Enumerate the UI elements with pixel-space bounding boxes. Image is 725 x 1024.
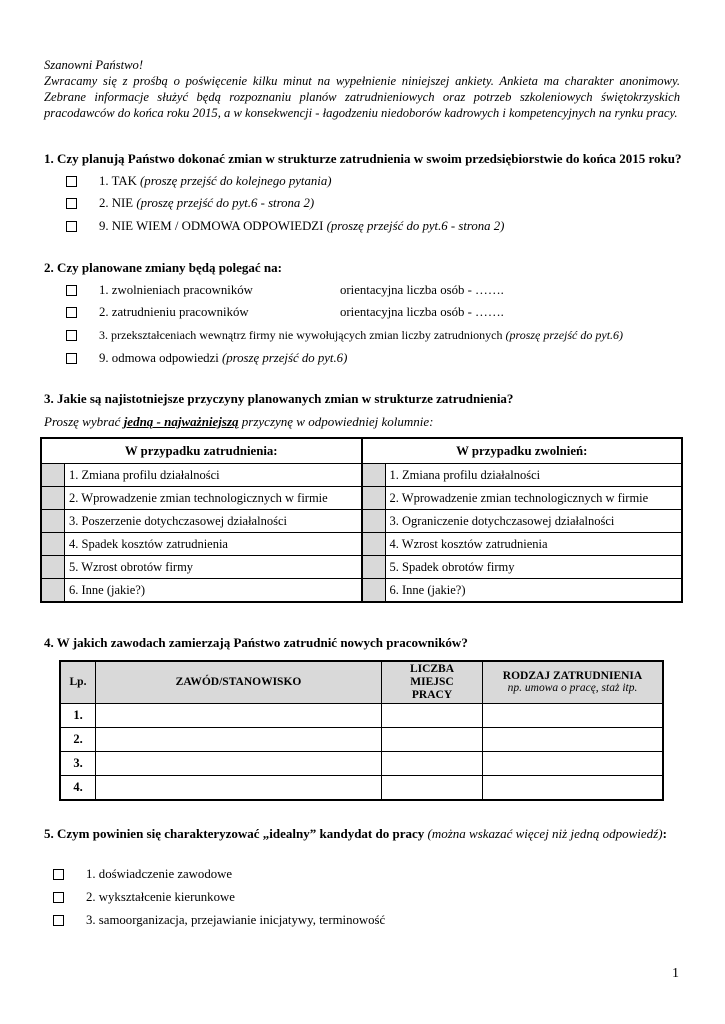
checkbox[interactable] [53,869,64,880]
type-cell[interactable] [483,775,664,800]
hire-checkbox-cell[interactable] [41,510,65,533]
table-row [41,579,682,603]
q1-option-2[interactable] [66,196,314,211]
option-label: 1. zwolnieniach pracowników [99,283,253,297]
hire-checkbox-cell[interactable] [41,556,65,579]
question-3: 3. Jakie są najistotniejsze przyczyny planowanych zmian w strukturze zatrudnienia? [44,391,514,406]
hire-checkbox-cell[interactable] [41,533,65,556]
hire-checkbox-cell[interactable] [41,464,65,487]
checkbox[interactable] [66,285,77,296]
option-note: (proszę przejść do pyt.6) [505,328,624,342]
intro-text: Zwracamy się z prośbą o poświęcenie kilku minut na wypełnienie niniejszej ankiety. Ankieta ma charakter anonimowy. Zebrane informacje służyć będą rozpoznaniu planów zatrudnieniowych oraz potrzeb szkoleniowych świętokrzyskich pracodawców do końca roku 2015, a w konsekwencji - łagodzeniu niedoborów kadrowych i kompetencyjnych na rynku pracy. [44,74,680,120]
type-cell[interactable] [483,727,664,751]
places-cell[interactable] [382,703,483,727]
option-label: 9. NIE WIEM / ODMOWA ODPOWIEDZI [99,219,327,233]
option-label: 2. NIE [99,196,137,210]
option-label: 2. zatrudnieniu pracowników [99,305,249,319]
header-line: PRACY [411,688,453,701]
q2-option-3[interactable] [66,328,623,343]
q2-count-2: orientacyjna liczba osób - ……. [340,305,504,319]
option-note: (proszę przejść do pyt.6 - strona 2) [326,219,505,233]
question-note: (można wskazać więcej niż jedną odpowiedź) [427,826,663,841]
q2-option-9[interactable] [66,351,347,366]
question-text: 5. Czym powinien się charakteryzować „idealny” kandydat do pracy [44,826,428,841]
table-row [60,775,663,800]
checkbox[interactable] [66,353,77,364]
instruction-emphasis: jedną - najważniejszą [123,414,239,429]
row-number: 4. [60,775,96,800]
q2-option-1[interactable] [66,283,253,298]
q3-instruction [44,414,434,430]
hire-reason: 3. Poszerzenie dotychczasowej działalności [65,510,362,533]
q5-option-2[interactable] [53,890,235,905]
type-cell[interactable] [483,703,664,727]
hire-reason: 5. Wzrost obrotów firmy [65,556,362,579]
intro-greeting: Szanowni Państwo! [44,58,144,72]
option-note: (proszę przejść do kolejnego pytania) [140,174,332,188]
col-header-places [382,661,483,703]
row-number: 3. [60,751,96,775]
fire-reason: 2. Wprowadzenie zmian technologicznych w firmie [385,487,682,510]
fire-reason: 5. Spadek obrotów firmy [385,556,682,579]
job-cell[interactable] [96,727,382,751]
job-cell[interactable] [96,775,382,800]
fire-reason: 6. Inne (jakie?) [385,579,682,603]
col-header-fire: W przypadku zwolnień: [362,438,683,464]
table-row [41,556,682,579]
hire-reason: 6. Inne (jakie?) [65,579,362,603]
fire-reason: 1. Zmiana profilu działalności [385,464,682,487]
col-header-job: ZAWÓD/STANOWISKO [96,661,382,703]
header-line: RODZAJ ZATRUDNIENIA [502,670,643,683]
hire-reason: 2. Wprowadzenie zmian technologicznych w firmie [65,487,362,510]
option-label: 3. przekształceniach wewnątrz firmy nie wywołujących zmian liczby zatrudnionych [99,328,506,342]
option-note: (proszę przejść do pyt.6) [221,351,348,365]
col-header-lp: Lp. [60,661,96,703]
fire-checkbox-cell[interactable] [362,556,386,579]
col-header-hire: W przypadku zatrudnienia: [41,438,362,464]
question-5 [44,826,680,842]
table-row [41,510,682,533]
table-row [41,487,682,510]
fire-checkbox-cell[interactable] [362,487,386,510]
option-note: (proszę przejść do pyt.6 - strona 2) [136,196,315,210]
checkbox[interactable] [66,198,77,209]
places-cell[interactable] [382,727,483,751]
job-cell[interactable] [96,751,382,775]
instruction-text: przyczynę w odpowiedniej kolumnie: [238,414,434,429]
reasons-table [40,437,683,603]
q2-option-2[interactable] [66,305,249,320]
question-colon: : [662,826,667,841]
hire-checkbox-cell[interactable] [41,487,65,510]
type-cell[interactable] [483,751,664,775]
fire-checkbox-cell[interactable] [362,510,386,533]
header-subline: np. umowa o pracę, staż itp. [507,682,638,695]
table-row [60,751,663,775]
fire-checkbox-cell[interactable] [362,533,386,556]
question-1: 1. Czy planują Państwo dokonać zmian w strukturze zatrudnienia w swoim przedsiębiorstwie do końca 2015 roku? [44,151,682,166]
option-label: 1. TAK [99,174,141,188]
q2-count-1: orientacyjna liczba osób - ……. [340,283,504,297]
question-4: 4. W jakich zawodach zamierzają Państwo zatrudnić nowych pracowników? [44,635,468,650]
instruction-text: Proszę wybrać [44,414,124,429]
table-row [41,533,682,556]
fire-checkbox-cell[interactable] [362,464,386,487]
q1-option-9[interactable] [66,219,504,234]
option-label: 3. samoorganizacja, przejawianie inicjatywy, terminowość [86,913,386,927]
col-header-type [483,661,664,703]
header-line: LICZBA [409,662,455,675]
hire-checkbox-cell[interactable] [41,579,65,603]
checkbox[interactable] [66,176,77,187]
question-2: 2. Czy planowane zmiany będą polegać na: [44,260,282,275]
places-cell[interactable] [382,775,483,800]
q5-option-3[interactable] [53,913,385,928]
job-cell[interactable] [96,703,382,727]
checkbox[interactable] [66,307,77,318]
q1-option-1[interactable] [66,174,332,189]
checkbox[interactable] [53,892,64,903]
option-label: 2. wykształcenie kierunkowe [86,890,235,904]
row-number: 2. [60,727,96,751]
jobs-table [59,660,664,801]
row-number: 1. [60,703,96,727]
hire-reason: 4. Spadek kosztów zatrudnienia [65,533,362,556]
table-row [60,703,663,727]
q5-option-1[interactable] [53,867,232,882]
fire-reason: 3. Ograniczenie dotychczasowej działalności [385,510,682,533]
checkbox[interactable] [53,915,64,926]
page-number: 1 [672,966,679,981]
table-row [41,464,682,487]
option-label: 9. odmowa odpowiedzi [99,351,222,365]
intro [44,57,680,121]
header-line: MIEJSC [410,675,454,688]
checkbox[interactable] [66,221,77,232]
places-cell[interactable] [382,751,483,775]
fire-reason: 4. Wzrost kosztów zatrudnienia [385,533,682,556]
checkbox[interactable] [66,330,77,341]
fire-checkbox-cell[interactable] [362,579,386,603]
table-row [60,727,663,751]
option-label: 1. doświadczenie zawodowe [86,867,233,881]
hire-reason: 1. Zmiana profilu działalności [65,464,362,487]
